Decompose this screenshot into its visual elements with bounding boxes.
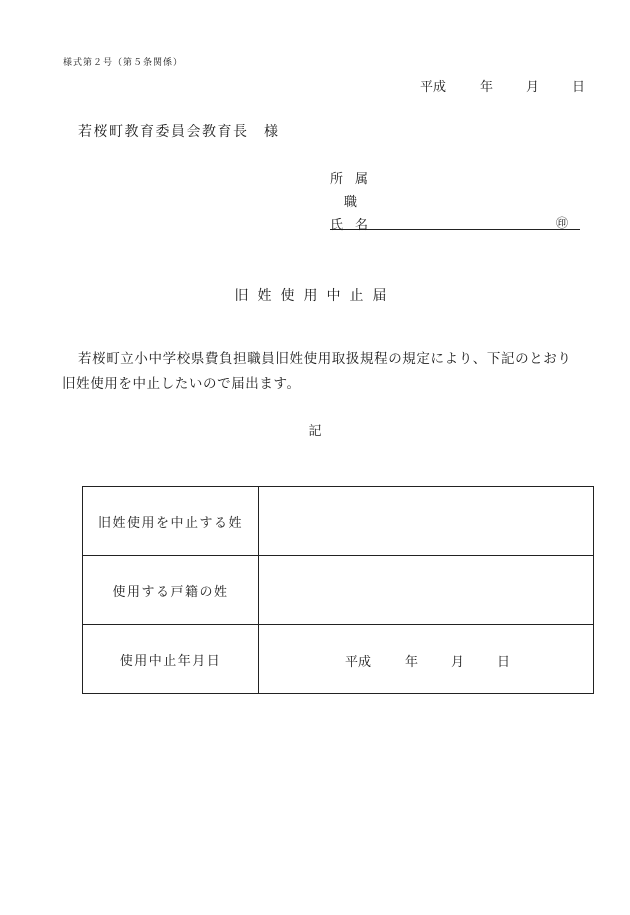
position-label: 職 [344, 195, 358, 210]
recipient: 若桜町教育委員会教育長 様 [78, 124, 280, 140]
row-label-family-register-surname: 使用する戸籍の姓 [83, 556, 259, 625]
seal-icon: ㊞ [556, 216, 569, 230]
body-text: 若桜町立小中学校県費負担職員旧姓使用取扱規程の規定により、下記のとおり旧姓使用を中止したいので届出ます。 [62, 351, 572, 392]
affiliation-label: 所属 [330, 172, 381, 187]
row-label-stop-date: 使用中止年月日 [83, 625, 259, 694]
info-table [82, 486, 594, 694]
stop-date-year: 年 [405, 655, 419, 670]
table-row [83, 556, 594, 625]
family-register-surname-field[interactable] [259, 556, 594, 625]
ki-label: 記 [308, 424, 322, 439]
document-title: 旧姓使用中止届 [234, 288, 396, 304]
name-label: 氏名 [330, 218, 381, 233]
date-era: 平成 [420, 80, 447, 95]
stop-date-day: 日 [497, 655, 511, 670]
date-month: 月 [526, 80, 540, 95]
old-surname-field[interactable] [259, 487, 594, 556]
stop-date-month: 月 [451, 655, 465, 670]
date-year: 年 [480, 80, 494, 95]
date-day: 日 [572, 80, 586, 95]
row-label-old-surname: 旧姓使用を中止する姓 [83, 487, 259, 556]
name-underline [330, 229, 580, 230]
table-row [83, 487, 594, 556]
stop-date-field[interactable] [259, 625, 594, 694]
form-number: 様式第２号（第５条関係） [63, 58, 184, 68]
stop-date-era: 平成 [345, 655, 372, 670]
body-paragraph [62, 347, 584, 397]
table-row [83, 625, 594, 694]
